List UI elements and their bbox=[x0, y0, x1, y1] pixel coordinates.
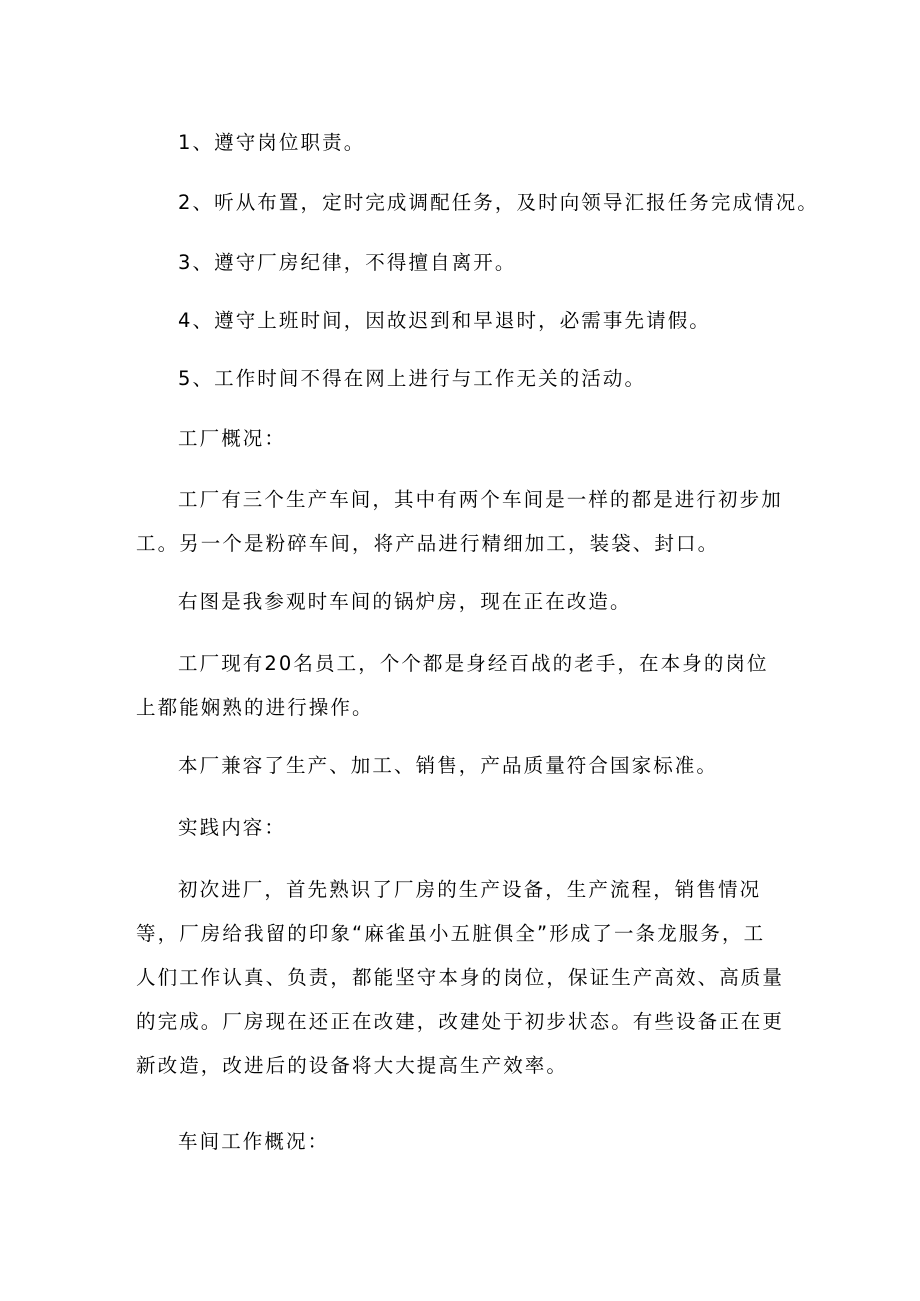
paragraph-rule-4: 4、遵守上班时间，因故迟到和早退时，必需事先请假。 bbox=[178, 309, 711, 332]
paragraph-rule-2: 2、听从布置，定时完成调配任务，及时向领导汇报任务完成情况。 bbox=[178, 191, 819, 214]
paragraph-rule-5: 5、工作时间不得在网上进行与工作无关的活动。 bbox=[178, 367, 647, 390]
paragraph-rule-1: 1、遵守岗位职责。 bbox=[178, 131, 366, 154]
paragraph-first-visit: 初次进厂，首先熟识了厂房的生产设备，生产流程，销售情况等，厂房给我留的印象“麻雀虽小五脏俱全”形成了一条龙服务，工人们工作认真、负责，都能坚守本身的岗位，保证生产高效、高质量的完成。厂房现在还正在改建，改建处于初步状态。有些设备正在更新改造，改进后的设备将大大提高生产效率。 bbox=[136, 878, 785, 1077]
paragraph-standards: 本厂兼容了生产、加工、销售，产品质量符合国家标准。 bbox=[178, 754, 719, 777]
paragraph-factory-workshops: 工厂有三个生产车间，其中有两个车间是一样的都是进行初步加工。另一个是粉碎车间，将产品进行精细加工，装袋、封口。 bbox=[136, 488, 783, 555]
paragraph-boiler-room: 右图是我参观时车间的锅炉房，现在正在改造。 bbox=[178, 590, 632, 613]
paragraph-rule-3: 3、遵守厂房纪律，不得擅自离开。 bbox=[178, 251, 517, 274]
heading-workshop-overview: 车间工作概况： bbox=[178, 1130, 330, 1153]
paragraph-staff: 工厂现有20名员工，个个都是身经百战的老手，在本身的岗位上都能娴熟的进行操作。 bbox=[136, 652, 769, 719]
heading-practice-content: 实践内容： bbox=[178, 816, 287, 839]
heading-factory-overview: 工厂概况： bbox=[178, 427, 287, 450]
